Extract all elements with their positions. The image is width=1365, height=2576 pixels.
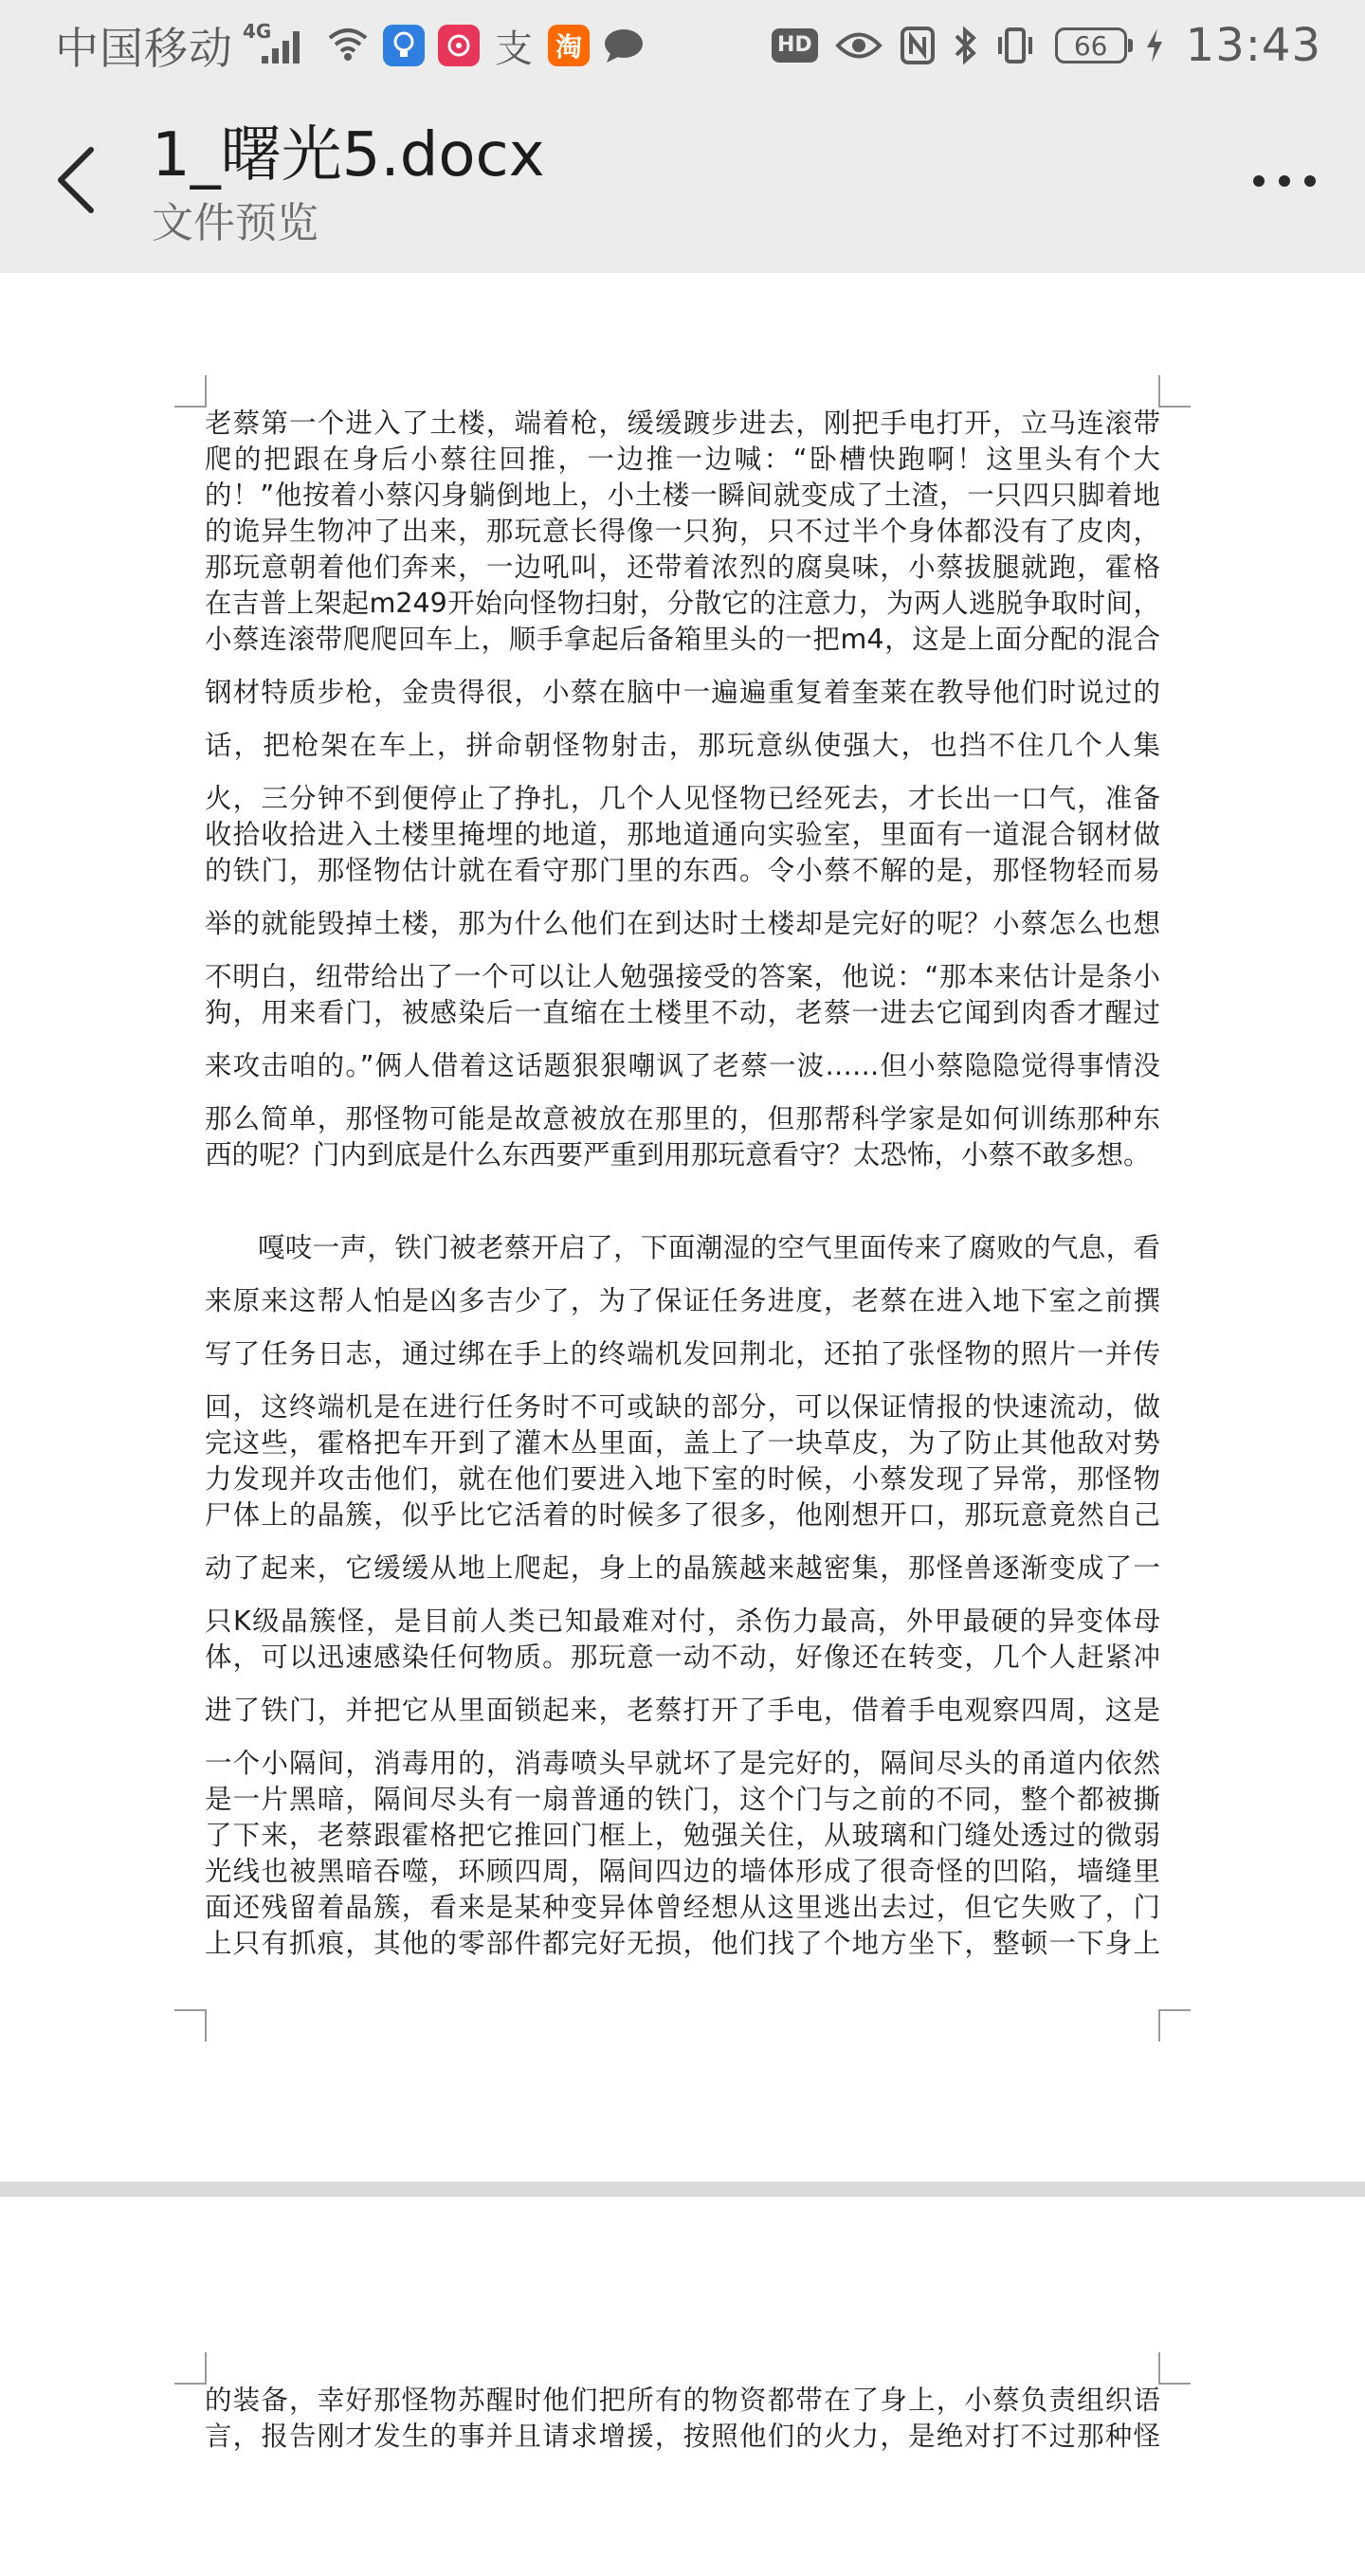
text-line: 的铁门，那怪物估计就在看守那门里的东西。令小蔡不解的是，那怪物轻而易 xyxy=(205,855,1160,886)
paragraph xyxy=(205,406,1160,1173)
network-type-label: 4G xyxy=(243,20,272,43)
text-line: 完这些，霍格把车开到了灌木丛里面，盖上了一块草皮，为了防止其他敌对势 xyxy=(205,1427,1160,1459)
text-line: 的诡异生物冲了出来，那玩意长得像一只狗，只不过半个身体都没有了皮肉， xyxy=(205,516,1160,547)
wifi-icon xyxy=(326,25,370,66)
message-app-icon xyxy=(603,25,645,66)
text-line: 了下来，老蔡跟霍格把它推回门框上，勉强关住，从玻璃和门缝处透过的微弱 xyxy=(205,1820,1160,1851)
text-line: 回，这终端机是在进行任务时不可或缺的部分，可以保证情报的快速流动，做 xyxy=(205,1391,1160,1423)
crop-mark xyxy=(1158,2352,1191,2385)
text-line: 写了任务日志，通过绑在手上的终端机发回荆北，还拍了张怪物的照片一并传 xyxy=(205,1338,1160,1370)
document-subtitle: 文件预览 xyxy=(152,199,318,247)
crop-mark xyxy=(1158,2009,1191,2041)
taobao-app-icon: 淘 xyxy=(548,25,590,66)
text-line: 的装备，幸好那怪物苏醒时他们把所有的物资都带在了身上，小蔡负责组织语 xyxy=(205,2385,1160,2416)
text-line: 在吉普上架起m249开始向怪物扫射，分散它的注意力，为两人逃脱争取时间， xyxy=(205,588,1160,619)
vibrate-icon xyxy=(994,26,1036,65)
text-line: 一个小隔间，消毒用的，消毒喷头早就坏了是完好的，隔间尽头的甬道内依然 xyxy=(205,1748,1160,1779)
bluetooth-icon xyxy=(953,25,977,66)
text-line: 上只有抓痕，其他的零部件都完好无损，他们找了个地方坐下，整顿一下身上 xyxy=(205,1928,1160,1959)
more-icon xyxy=(1251,173,1318,189)
paragraph xyxy=(205,2383,1160,2455)
text-line: 光线也被黑暗吞噬，环顾四周，隔间四边的墙体形成了很奇怪的凹陷，墙缝里 xyxy=(205,1856,1160,1887)
text-line: 来攻击咱的。”俩人借着这话题狠狠嘲讽了老蔡一波……但小蔡隐隐觉得事情没 xyxy=(205,1050,1160,1081)
text-line: 那玩意朝着他们奔来，一边吼叫，还带着浓烈的腐臭味，小蔡拔腿就跑，霍格 xyxy=(205,552,1160,583)
text-line: 举的就能毁掉土楼，那为什么他们在到达时土楼却是完好的呢？小蔡怎么也想 xyxy=(205,908,1160,939)
alipay-app-icon: 支 xyxy=(495,27,533,71)
text-line: 老蔡第一个进入了土楼，端着枪，缓缓踱步进去，刚把手电打开，立马连滚带 xyxy=(205,408,1160,439)
document-page xyxy=(0,2197,1365,2576)
text-line: 动了起来，它缓缓从地上爬起，身上的晶簇越来越密集，那怪兽逐渐变成了一 xyxy=(205,1552,1160,1584)
text-line: 嘎吱一声，铁门被老蔡开启了，下面潮湿的空气里面传来了腐败的气息，看 xyxy=(258,1232,1160,1263)
document-title: 1_曙光5.docx xyxy=(152,120,545,190)
page-separator xyxy=(0,2182,1365,2197)
text-line: 小蔡连滚带爬爬回车上，顺手拿起后备箱里头的一把m4，这是上面分配的混合 xyxy=(205,624,1160,655)
charging-icon xyxy=(1144,27,1165,64)
paragraph xyxy=(205,1230,1160,1962)
text-line: 只K级晶簇怪，是目前人类已知最难对付，杀伤力最高，外甲最硬的异变体母 xyxy=(205,1605,1160,1637)
crop-mark xyxy=(1158,375,1191,408)
text-line: 来原来这帮人怕是凶多吉少了，为了保证任务进度，老蔡在进入地下室之前撰 xyxy=(205,1285,1160,1316)
status-right xyxy=(755,17,1321,74)
music-app-icon xyxy=(438,25,480,66)
clock: 13:43 xyxy=(1185,19,1321,72)
status-left xyxy=(55,17,645,74)
battery-indicator: 66 xyxy=(1055,27,1127,63)
text-line: 话，把枪架在车上，拼命朝怪物射击，那玩意纵使强大，也挡不住几个人集 xyxy=(205,730,1160,761)
text-line: 火，三分钟不到便停止了挣扎，几个人见怪物已经死去，才长出一口气，准备 xyxy=(205,783,1160,814)
crop-mark xyxy=(174,375,207,408)
hd-icon xyxy=(772,28,818,63)
text-line: 西的呢？门内到底是什么东西要严重到用那玩意看守？太恐怖，小蔡不敢多想。 xyxy=(205,1139,1151,1170)
text-line: 狗，用来看门，被感染后一直缩在土楼里不动，老蔡一进去它闻到肉香才醒过 xyxy=(205,997,1160,1028)
text-line: 钢材特质步枪，金贵得很，小蔡在脑中一遍遍重复着奎莱在教导他们时说过的 xyxy=(205,677,1160,708)
crop-mark xyxy=(174,2352,207,2385)
text-line: 的！”他按着小蔡闪身躺倒地上，小土楼一瞬间就变成了土渣，一只四只脚着地 xyxy=(205,480,1160,511)
document-viewer[interactable] xyxy=(0,273,1365,2452)
eye-icon xyxy=(835,29,883,62)
nfc-icon xyxy=(900,26,936,65)
cellular-signal-icon xyxy=(243,22,313,69)
text-line: 体，可以迅速感染任何物质。那玩意一动不动，好像还在转变，几个人赶紧冲 xyxy=(205,1642,1160,1673)
document-page xyxy=(0,273,1365,2182)
hd-label: HD xyxy=(772,28,818,63)
back-arrow-icon xyxy=(55,146,97,214)
text-line: 收拾收拾进入土楼里掩埋的地道，那地道通向实验室，里面有一道混合钢材做 xyxy=(205,819,1160,850)
text-line: 那么简单，那怪物可能是故意被放在那里的，但那帮科学家是如何训练那种东 xyxy=(205,1103,1160,1134)
text-line: 进了铁门，并把它从里面锁起来，老蔡打开了手电，借着手电观察四周，这是 xyxy=(205,1695,1160,1726)
text-line: 是一片黑暗，隔间尽头有一扇普通的铁门，这个门与之前的不同，整个都被撕 xyxy=(205,1784,1160,1815)
text-line: 不明白，纽带给出了一个可以让人勉强接受的答案，他说：“那本来估计是条小 xyxy=(205,961,1160,992)
more-options-button[interactable] xyxy=(1242,148,1327,214)
text-line: 力发现并攻击他们，就在他们要进入地下室的时候，小蔡发现了异常，那怪物 xyxy=(205,1463,1160,1495)
text-line: 爬的把跟在身后小蔡往回推，一边推一边喊：“卧槽快跑啊！这里头有个大 xyxy=(205,444,1160,475)
text-line: 面还残留着晶簇，看来是某种变异体曾经想从这里逃出去过，但它失败了，门 xyxy=(205,1892,1160,1923)
carrier-label: 中国移动 xyxy=(55,23,233,74)
text-line: 尸体上的晶簇，似乎比它活着的时候多了很多，他刚想开口，那玩意竟然自己 xyxy=(205,1499,1160,1531)
back-button[interactable] xyxy=(38,133,114,227)
status-bar xyxy=(0,0,1365,91)
app-bar xyxy=(0,91,1365,273)
crop-mark xyxy=(174,2009,207,2041)
text-line: 言，报告刚才发生的事并且请求增援，按照他们的火力，是绝对打不过那种怪 xyxy=(205,2421,1160,2452)
bulb-app-icon xyxy=(383,25,425,66)
